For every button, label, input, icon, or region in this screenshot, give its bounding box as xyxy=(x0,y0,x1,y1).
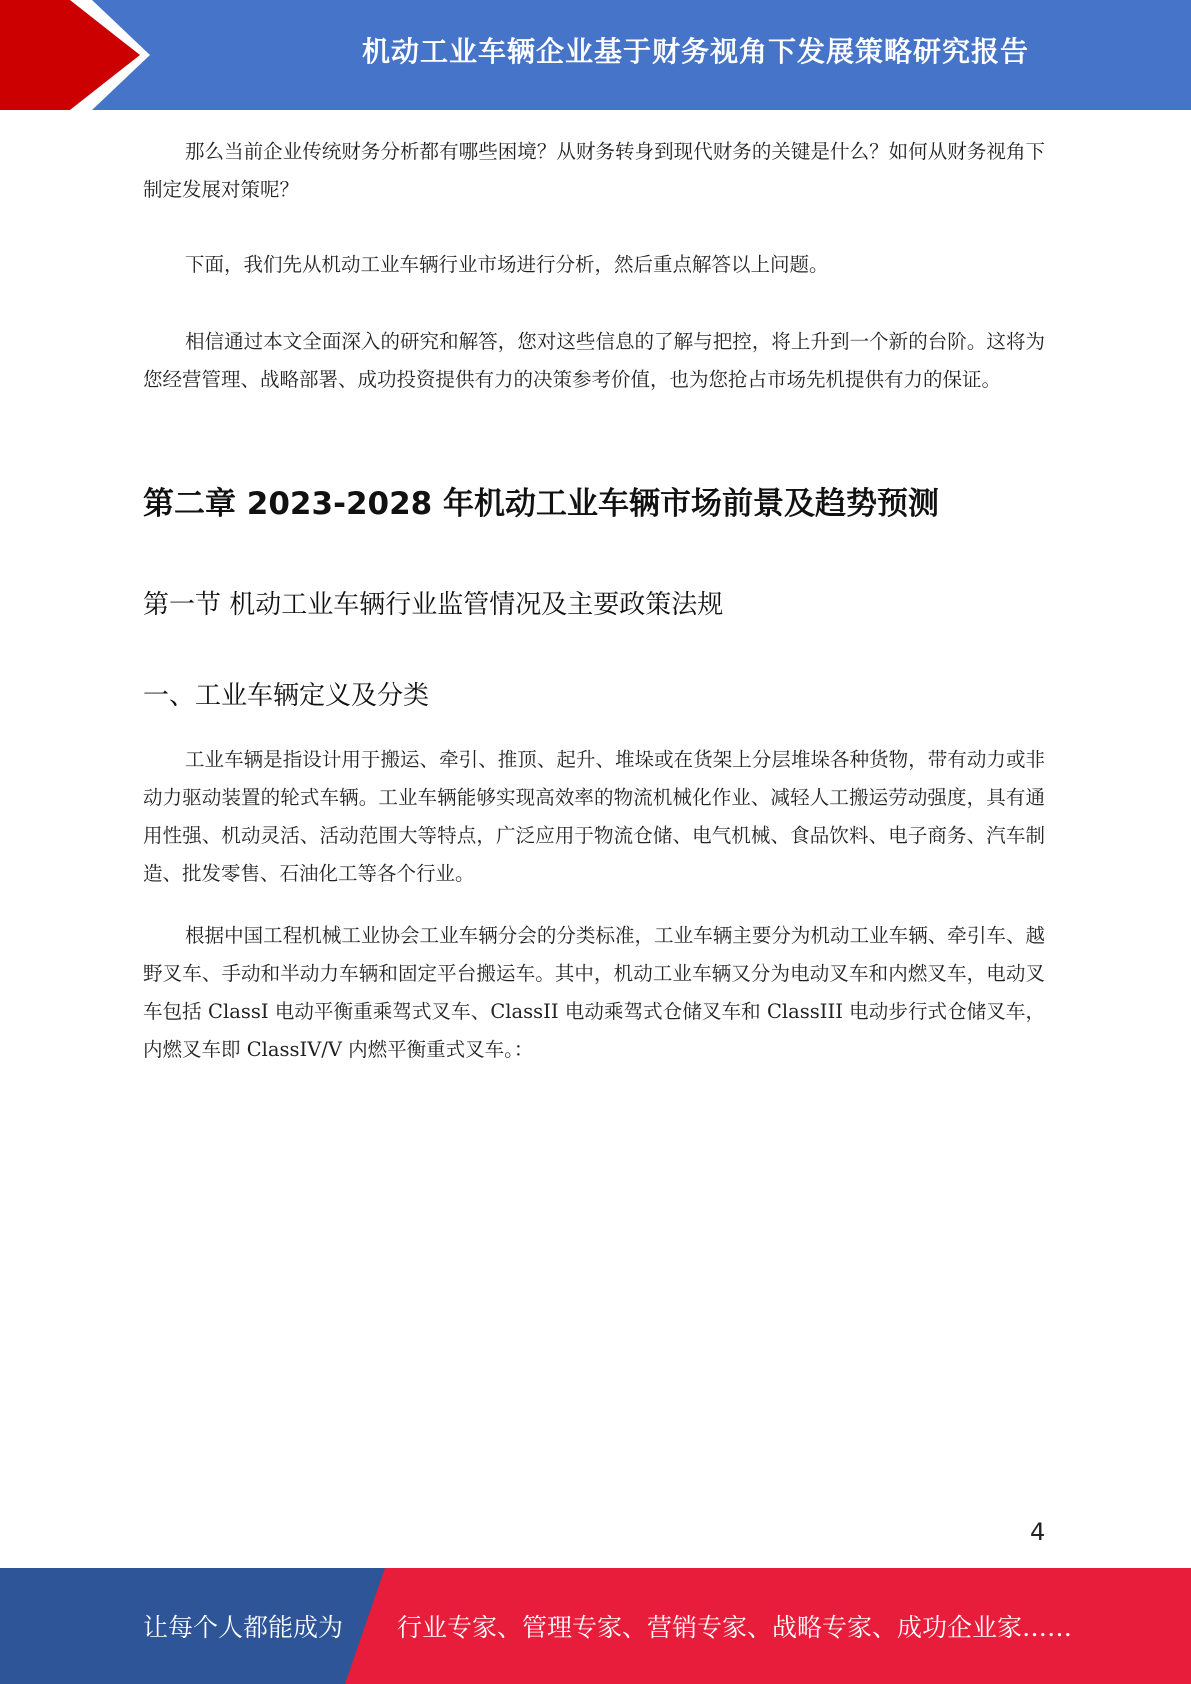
intro-paragraph-1: 那么当前企业传统财务分析都有哪些困境？从财务转身到现代财务的关键是什么？如何从财务视角下制定发展对策呢？ xyxy=(143,140,1045,201)
body-paragraph-1: 工业车辆是指设计用于搬运、牵引、推顶、起升、堆垛或在货架上分层堆垛各种货物，带有动力或非动力驱动装置的轮式车辆。工业车辆能够实现高效率的物流机械化作业、减轻人工搬运劳动强度，具有通用性强、机动灵活、活动范围大等特点，广泛应用于物流仓储、电气机械、食品饮料、电子商务、汽车制造、批发零售、石油化工等各个行业。 xyxy=(143,748,1045,885)
header-title: 机动工业车辆企业基于财务视角下发展策略研究报告 xyxy=(361,35,1029,68)
chapter-title: 第二章 2023-2028 年机动工业车辆市场前景及趋势预测 xyxy=(143,486,940,522)
section-title: 第一节 机动工业车辆行业监管情况及主要政策法规 xyxy=(143,590,724,620)
footer-slogan-left: 让每个人都能成为 xyxy=(143,1613,344,1642)
page-footer xyxy=(0,1568,1191,1684)
page-header xyxy=(0,0,1191,110)
page-number: 4 xyxy=(1030,1518,1046,1546)
subsection-title: 一、工业车辆定义及分类 xyxy=(143,681,430,711)
intro-paragraph-3: 相信通过本文全面深入的研究和解答，您对这些信息的了解与把控，将上升到一个新的台阶。这将为您经营管理、战略部署、成功投资提供有力的决策参考价值，也为您抢占市场先机提供有力的保证。 xyxy=(143,330,1045,391)
footer-slogan-right: 行业专家、管理专家、营销专家、战略专家、成功企业家…… xyxy=(397,1613,1073,1642)
intro-paragraph-2: 下面，我们先从机动工业车辆行业市场进行分析，然后重点解答以上问题。 xyxy=(185,253,829,276)
body-paragraph-2: 根据中国工程机械工业协会工业车辆分会的分类标准，工业车辆主要分为机动工业车辆、牵引车、越野叉车、手动和半动力车辆和固定平台搬运车。其中，机动工业车辆又分为电动叉车和内燃叉车，电动叉车包括 ClassI 电动平衡重乘驾式叉车、ClassII 电动乘驾式仓储叉车和 ClassIII 电动步行式仓储叉车，内燃叉车即 ClassIV/V 内燃平衡重式叉车。： xyxy=(143,924,1045,1061)
header-chevron-decoration xyxy=(0,0,160,110)
